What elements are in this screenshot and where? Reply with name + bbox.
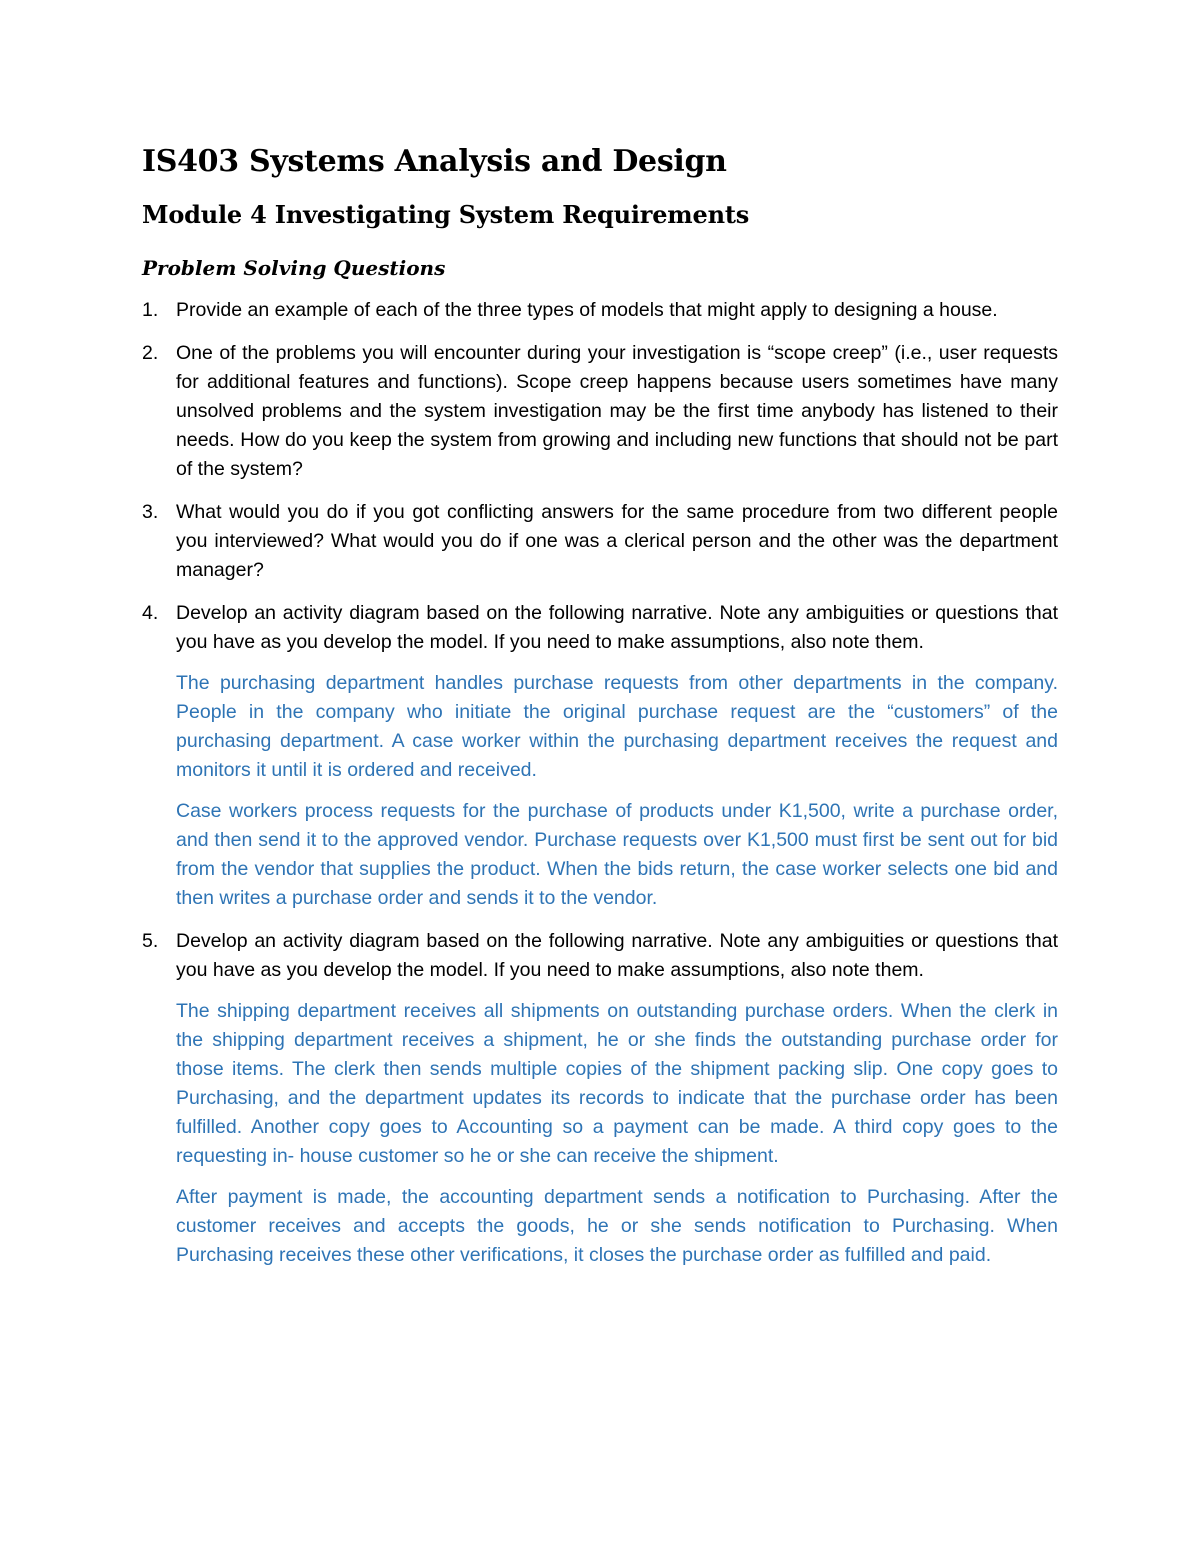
question-text: Develop an activity diagram based on the following narrative. Note any ambiguities or questions that you have as you develop the model. If you need to make assumptions, also note them. xyxy=(176,602,1058,653)
section-title: Problem Solving Questions xyxy=(142,256,446,280)
question-text: What would you do if you got conflicting answers for the same procedure from two different people you interviewed? What would you do if one was a clerical person and the other was the department manager? xyxy=(176,501,1058,581)
question-number: 4. xyxy=(142,602,159,624)
question-number: 2. xyxy=(142,342,159,364)
question-item-5 xyxy=(142,927,1058,1270)
question-item-4 xyxy=(142,599,1058,913)
question-text: Provide an example of each of the three types of models that might apply to designing a house. xyxy=(176,299,998,321)
question-number: 3. xyxy=(142,501,159,523)
question-list xyxy=(142,296,1058,1270)
question-item-1 xyxy=(142,296,1058,325)
narrative-paragraph: After payment is made, the accounting department sends a notification to Purchasing. After the customer receives and accepts the goods, he or she sends notification to Purchasing. When Purchasing receives these other verifications, it closes the purchase order as fulfilled and paid. xyxy=(176,1186,1058,1266)
narrative-paragraph: The shipping department receives all shipments on outstanding purchase orders. When the clerk in the shipping department receives a shipment, he or she finds the outstanding purchase order for those items. The clerk then sends multiple copies of the shipment packing slip. One copy goes to Purchasing, and the department updates its records to indicate that the purchase order has been fulfilled. Another copy goes to Accounting so a payment can be made. A third copy goes to the requesting in- house customer so he or she can receive the shipment. xyxy=(176,1000,1058,1167)
document-content xyxy=(142,142,1058,1284)
question-text: One of the problems you will encounter during your investigation is “scope creep” (i.e., user requests for additional features and functions). Scope creep happens because users sometimes have many unsolved problems and the system investigation may be the first time anybody has listened to their needs. How do you keep the system from growing and including new functions that should not be part of the system? xyxy=(176,342,1058,480)
question-number: 5. xyxy=(142,930,159,952)
question-number: 1. xyxy=(142,299,159,321)
narrative-paragraph: The purchasing department handles purchase requests from other departments in the company. People in the company who initiate the original purchase request are the “customers” of the purchasing department. A case worker within the purchasing department receives the request and monitors it until it is ordered and received. xyxy=(176,672,1058,781)
narrative-paragraph: Case workers process requests for the purchase of products under K1,500, write a purchase order, and then send it to the approved vendor. Purchase requests over K1,500 must first be sent out for bid from the vendor that supplies the product. When the bids return, the case worker selects one bid and then writes a purchase order and sends it to the vendor. xyxy=(176,800,1058,909)
document-title: IS403 Systems Analysis and Design xyxy=(142,144,727,179)
question-item-2 xyxy=(142,339,1058,484)
question-text: Develop an activity diagram based on the following narrative. Note any ambiguities or questions that you have as you develop the model. If you need to make assumptions, also note them. xyxy=(176,930,1058,981)
question-item-3 xyxy=(142,498,1058,585)
module-title: Module 4 Investigating System Requirements xyxy=(142,200,750,229)
